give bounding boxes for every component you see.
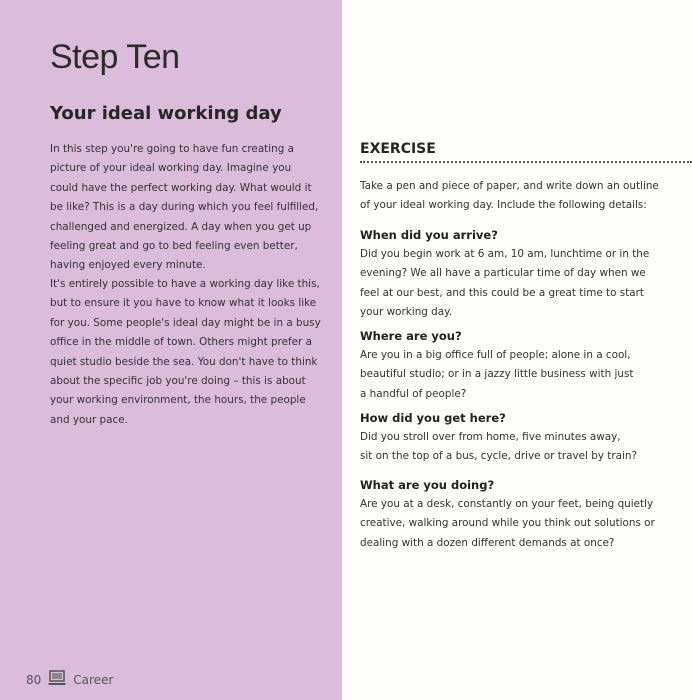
text-line: feeling great and go to bed feeling even better,: [50, 240, 298, 253]
text-line: your working environment, the hours, the people: [50, 394, 306, 407]
text-line: your working day.: [360, 306, 453, 319]
text-line: office in the middle of town. Others might prefer a: [50, 336, 312, 349]
question-heading: Where are you?: [360, 329, 462, 343]
step-title: Step Ten: [50, 38, 180, 76]
page-subtitle: Your ideal working day: [50, 103, 282, 124]
text-line: Are you at a desk, constantly on your feet, being quietly: [360, 498, 654, 510]
text-line: quiet studio beside the sea. You don't have to think: [50, 355, 318, 368]
text-line: picture of your ideal working day. Imagine you: [50, 162, 292, 175]
text-line: be like? This is a day during which you feel fulfilled,: [50, 201, 319, 214]
text-line: and your pace.: [50, 413, 128, 426]
text-line: feel at our best, and this could be a great time to start: [360, 286, 644, 299]
exercise-heading: EXERCISE: [360, 141, 436, 157]
text-line: sit on the top of a bus, cycle, drive or travel by train?: [360, 450, 637, 463]
text-line: Did you stroll over from home, five minutes away,: [360, 431, 621, 443]
exercise-question-1: [360, 226, 649, 323]
intro-paragraph-2: [50, 275, 321, 430]
question-heading: When did you arrive?: [360, 228, 498, 242]
section-name: Career: [73, 672, 114, 687]
question-heading: What are you doing?: [360, 478, 495, 492]
text-line: beautiful studio; or in a jazzy little business with just: [360, 368, 634, 381]
text-line: of your ideal working day. Include the following details:: [360, 199, 647, 212]
text-line: evening? We all have a particular time of day when we: [360, 267, 646, 280]
laptop-icon: [47, 670, 67, 689]
text-line: Are you in a big office full of people; alone in a cool,: [360, 349, 631, 361]
exercise-question-4: [360, 476, 655, 553]
text-line: Did you begin work at 6 am, 10 am, lunchtime or in the: [360, 248, 650, 260]
text-line: could have the perfect working day. What would it: [50, 181, 312, 194]
text-line: In this step you're going to have fun creating a: [50, 143, 294, 155]
question-heading: How did you get here?: [360, 411, 506, 425]
text-line: Take a pen and piece of paper, and write down an outline: [360, 180, 659, 192]
text-line: a handful of people?: [360, 387, 467, 400]
text-line: but to ensure it you have to know what it looks like: [50, 297, 317, 310]
text-line: having enjoyed every minute.: [50, 259, 206, 272]
left-page: [0, 0, 342, 700]
exercise-question-3: [360, 409, 637, 467]
text-line: about the specific job you're doing – this is about: [50, 375, 306, 388]
page-footer: [26, 670, 113, 689]
text-line: challenged and energized. A day when you get up: [50, 220, 312, 233]
page-number: 80: [26, 672, 42, 687]
exercise-intro: [360, 177, 659, 216]
text-line: creative, walking around while you think out solutions or: [360, 517, 655, 530]
text-line: dealing with a dozen different demands at once?: [360, 536, 615, 549]
text-line: for you. Some people's ideal day might be in a busy: [50, 316, 321, 329]
exercise-question-2: [360, 327, 633, 404]
text-line: It's entirely possible to have a working day like this,: [50, 278, 320, 290]
intro-paragraph-1: [50, 140, 318, 276]
dotted-divider: [360, 161, 692, 163]
